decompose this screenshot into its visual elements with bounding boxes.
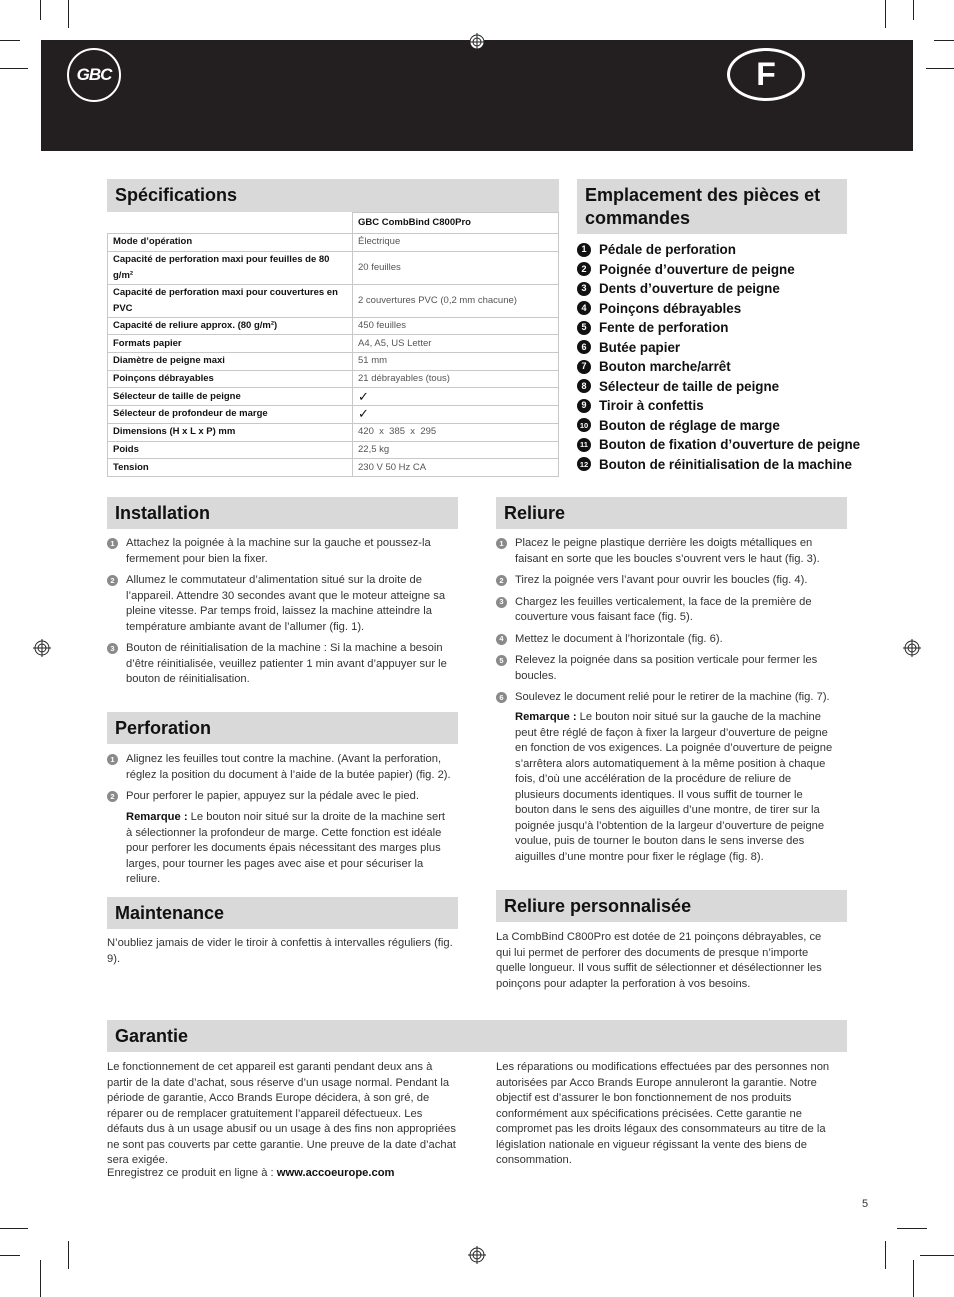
list-item: 2 Tirez la poignée vers l’avant pour ouvrir les boucles (fig. 4).	[496, 573, 844, 589]
number-badge: 1	[107, 538, 118, 549]
crop-mark	[68, 0, 69, 28]
number-badge: 3	[496, 597, 507, 608]
list-item: 2 Poignée d’ouverture de peigne	[577, 260, 860, 280]
crop-mark	[934, 40, 954, 41]
perforation-heading: Perforation	[107, 712, 458, 744]
list-item: 4 Mettez le document à l’horizontale (fig. 6).	[496, 632, 844, 648]
table-row: Diamètre de peigne maxi 51 mm	[108, 353, 559, 371]
register-link[interactable]: www.accoeurope.com	[276, 1167, 395, 1179]
number-badge: 1	[107, 754, 118, 765]
number-badge: 4	[496, 634, 507, 645]
crop-mark	[913, 1260, 914, 1297]
list-item: 2 Pour perforer le papier, appuyez sur la pédale avec le pied.	[107, 789, 452, 805]
list-item: 1 Pédale de perforation	[577, 240, 860, 260]
number-badge: 6	[496, 692, 507, 703]
registration-mark-icon	[468, 1246, 486, 1264]
gbc-logo: GBC	[67, 48, 121, 102]
parts-list	[577, 240, 860, 474]
number-badge: 12	[577, 457, 591, 471]
number-badge: 11	[577, 438, 591, 452]
number-badge: 9	[577, 399, 591, 413]
page-number: 5	[862, 1198, 869, 1210]
list-item: 10 Bouton de réglage de marge	[577, 416, 860, 436]
list-item: 1 Attachez la poignée à la machine sur la gauche et poussez-la fermement pour bien la fixer.	[107, 536, 447, 567]
table-row: Sélecteur de profondeur de marge ✓	[108, 406, 559, 424]
list-item: 11 Bouton de fixation d’ouverture de peigne	[577, 435, 860, 455]
crop-mark	[40, 0, 41, 20]
list-item: 8 Sélecteur de taille de peigne	[577, 377, 860, 397]
list-item: 9 Tiroir à confettis	[577, 396, 860, 416]
crop-mark	[0, 1255, 20, 1256]
table-row: Mode d’opération Électrique	[108, 234, 559, 252]
number-badge: 1	[577, 243, 591, 257]
garantie-right-text: Les réparations ou modifications effectuées par des personnes non autorisées par Acco Brands Europe annuleront la garantie. Notre objectif est d’assurer le bon fonctionnement de nos produits conformément aux spécifications précisées. Cette garantie ne compromet pas les droits légaux des consommateurs au titre de la législation nationale en vigueur régissant la vente des biens de consommation.	[496, 1061, 830, 1166]
crop-mark	[920, 1255, 954, 1256]
language-badge: F	[727, 48, 805, 101]
number-badge: 8	[577, 379, 591, 393]
crop-mark	[68, 1241, 69, 1269]
number-badge: 2	[107, 791, 118, 802]
list-item: 2 Allumez le commutateur d’alimentation situé sur la droite de l’appareil. Attendre 30 secondes avant que le moteur atteigne sa pleine vitesse. Par temps froid, laissez la machine atteindre la température ambiante avant de l’allumer (fig. 1).	[107, 573, 447, 635]
checkmark-icon: ✓	[353, 406, 559, 424]
garantie-left-text: Le fonctionnement de cet appareil est garanti pendant deux ans à partir de la date d’achat, sous réserve d’un usage normal. Pendant la période de garantie, Acco Brands Europe décidera, à son gré, de réparer ou de remplacer gratuitement l’appareil défectueux. Les défauts dus à un usage abusif ou un usage à des fins non appropriées ne sont pas couverts par cette garantie. Une preuve de la date d’achat sera exigée.	[107, 1061, 456, 1166]
reliure-heading: Reliure	[496, 497, 847, 529]
specifications-heading: Spécifications	[107, 179, 559, 212]
registration-mark-icon	[903, 639, 921, 657]
number-badge: 10	[577, 418, 591, 432]
table-row: Poids 22,5 kg	[108, 441, 559, 459]
list-item: 12 Bouton de réinitialisation de la machine	[577, 455, 860, 475]
number-badge: 7	[577, 360, 591, 374]
number-badge: 2	[496, 575, 507, 586]
list-item: 3 Dents d’ouverture de peigne	[577, 279, 860, 299]
table-header-row	[108, 213, 559, 234]
table-row: Dimensions (H x L x P) mm 420 x 385 x 295	[108, 423, 559, 441]
table-row: Tension 230 V 50 Hz CA	[108, 459, 559, 477]
crop-mark	[40, 1260, 41, 1297]
installation-heading: Installation	[107, 497, 458, 529]
list-item: 6 Soulevez le document relié pour le retirer de la machine (fig. 7).	[496, 690, 844, 706]
crop-mark	[0, 1228, 28, 1229]
list-item: 3 Chargez les feuilles verticalement, la face de la première de couverture vous faisant face (fig. 5).	[496, 595, 844, 626]
number-badge: 5	[496, 655, 507, 666]
registration-mark-icon	[468, 33, 486, 51]
crop-mark	[913, 0, 914, 20]
list-item: 4 Poinçons débrayables	[577, 299, 860, 319]
checkmark-icon: ✓	[353, 388, 559, 406]
registration-mark-icon	[33, 639, 51, 657]
number-badge: 5	[577, 321, 591, 335]
number-badge: 3	[107, 643, 118, 654]
crop-mark	[0, 40, 20, 41]
list-item: 1 Alignez les feuilles tout contre la machine. (Avant la perforation, réglez la position du document à l’aide de la butée papier) (fig. 2).	[107, 752, 452, 783]
table-row: Poinçons débrayables 21 débrayables (tous)	[108, 370, 559, 388]
list-item: 7 Bouton marche/arrêt	[577, 357, 860, 377]
list-item: 5 Relevez la poignée dans sa position verticale pour fermer les boucles.	[496, 653, 844, 684]
crop-mark	[0, 68, 28, 69]
perforation-note: Remarque : Le bouton noir situé sur la droite de la machine sert à sélectionner la profondeur de marge. Cette fonction est idéale pour perforer les documents épais nécessitant des marges plus larges, pour tourner les pages avec aise et pour sécuriser la reliure.	[126, 811, 446, 885]
reliure-note: Remarque : Le bouton noir situé sur la gauche de la machine peut être réglé de façon à fixer la largeur d’ouverture de peigne en fonction de vos exigences. La poignée d’ouverture de peigne s’arrêtera alors automatiquement à la même position à chaque fois, d’où une accélération de la procédure de reliure de plusieurs documents identiques. Il vous suffit de tourner le bouton dans le sens des aiguilles d’une montre, de tirer sur la poignée jusqu’à l’obtention de la largeur d’ouverture de peigne voulue, puis de tourner le bouton dans le sens inverse des aiguilles d’une montre pour fixer le réglage (fig. 8).	[515, 711, 833, 863]
list-item: 6 Butée papier	[577, 338, 860, 358]
crop-mark	[885, 0, 886, 28]
maintenance-heading: Maintenance	[107, 897, 458, 929]
specifications-table	[107, 212, 559, 477]
perforation-steps	[107, 752, 452, 811]
number-badge: 2	[107, 575, 118, 586]
crop-mark	[885, 1241, 886, 1269]
crop-mark	[897, 1228, 927, 1229]
list-item: 3 Bouton de réinitialisation de la machine : Si la machine a besoin d’être réinitialisée, veuillez patienter 1 min avant d’appuyer sur le bouton de réinitialisation.	[107, 641, 447, 688]
number-badge: 4	[577, 301, 591, 315]
table-row: Capacité de perforation maxi pour couvertures en PVC 2 couvertures PVC (0,2 mm chacune)	[108, 284, 559, 317]
number-badge: 1	[496, 538, 507, 549]
table-row: Capacité de perforation maxi pour feuilles de 80 g/m² 20 feuilles	[108, 251, 559, 284]
number-badge: 6	[577, 340, 591, 354]
reliure-perso-text: La CombBind C800Pro est dotée de 21 poinçons débrayables, ce qui lui permet de perforer des documents de presque n’importe quelle longueur. Il vous suffit de sélectionner et désélectionner les poinçons pour adapter la perforation à vos besoins.	[496, 931, 822, 990]
maintenance-text: N’oubliez jamais de vider le tiroir à confettis à intervalles réguliers (fig. 9).	[107, 937, 453, 965]
table-row: Formats papier A4, A5, US Letter	[108, 335, 559, 353]
table-row: Capacité de reliure approx. (80 g/m²) 450 feuilles	[108, 317, 559, 335]
reliure-steps	[496, 536, 844, 712]
parts-heading: Emplacement des pièces et commandes	[577, 179, 847, 234]
list-item: 5 Fente de perforation	[577, 318, 860, 338]
number-badge: 2	[577, 262, 591, 276]
crop-mark	[926, 68, 954, 69]
list-item: 1 Placez le peigne plastique derrière les doigts métalliques en faisant en sorte que les boucles s’ouvrent vers le haut (fig. 3).	[496, 536, 844, 567]
register-line: Enregistrez ce produit en ligne à : www.accoeurope.com	[107, 1167, 395, 1179]
number-badge: 3	[577, 282, 591, 296]
column-header: GBC CombBind C800Pro	[353, 213, 559, 234]
table-row: Sélecteur de taille de peigne ✓	[108, 388, 559, 406]
garantie-heading: Garantie	[107, 1020, 847, 1052]
installation-steps	[107, 536, 447, 694]
reliure-perso-heading: Reliure personnalisée	[496, 890, 847, 922]
